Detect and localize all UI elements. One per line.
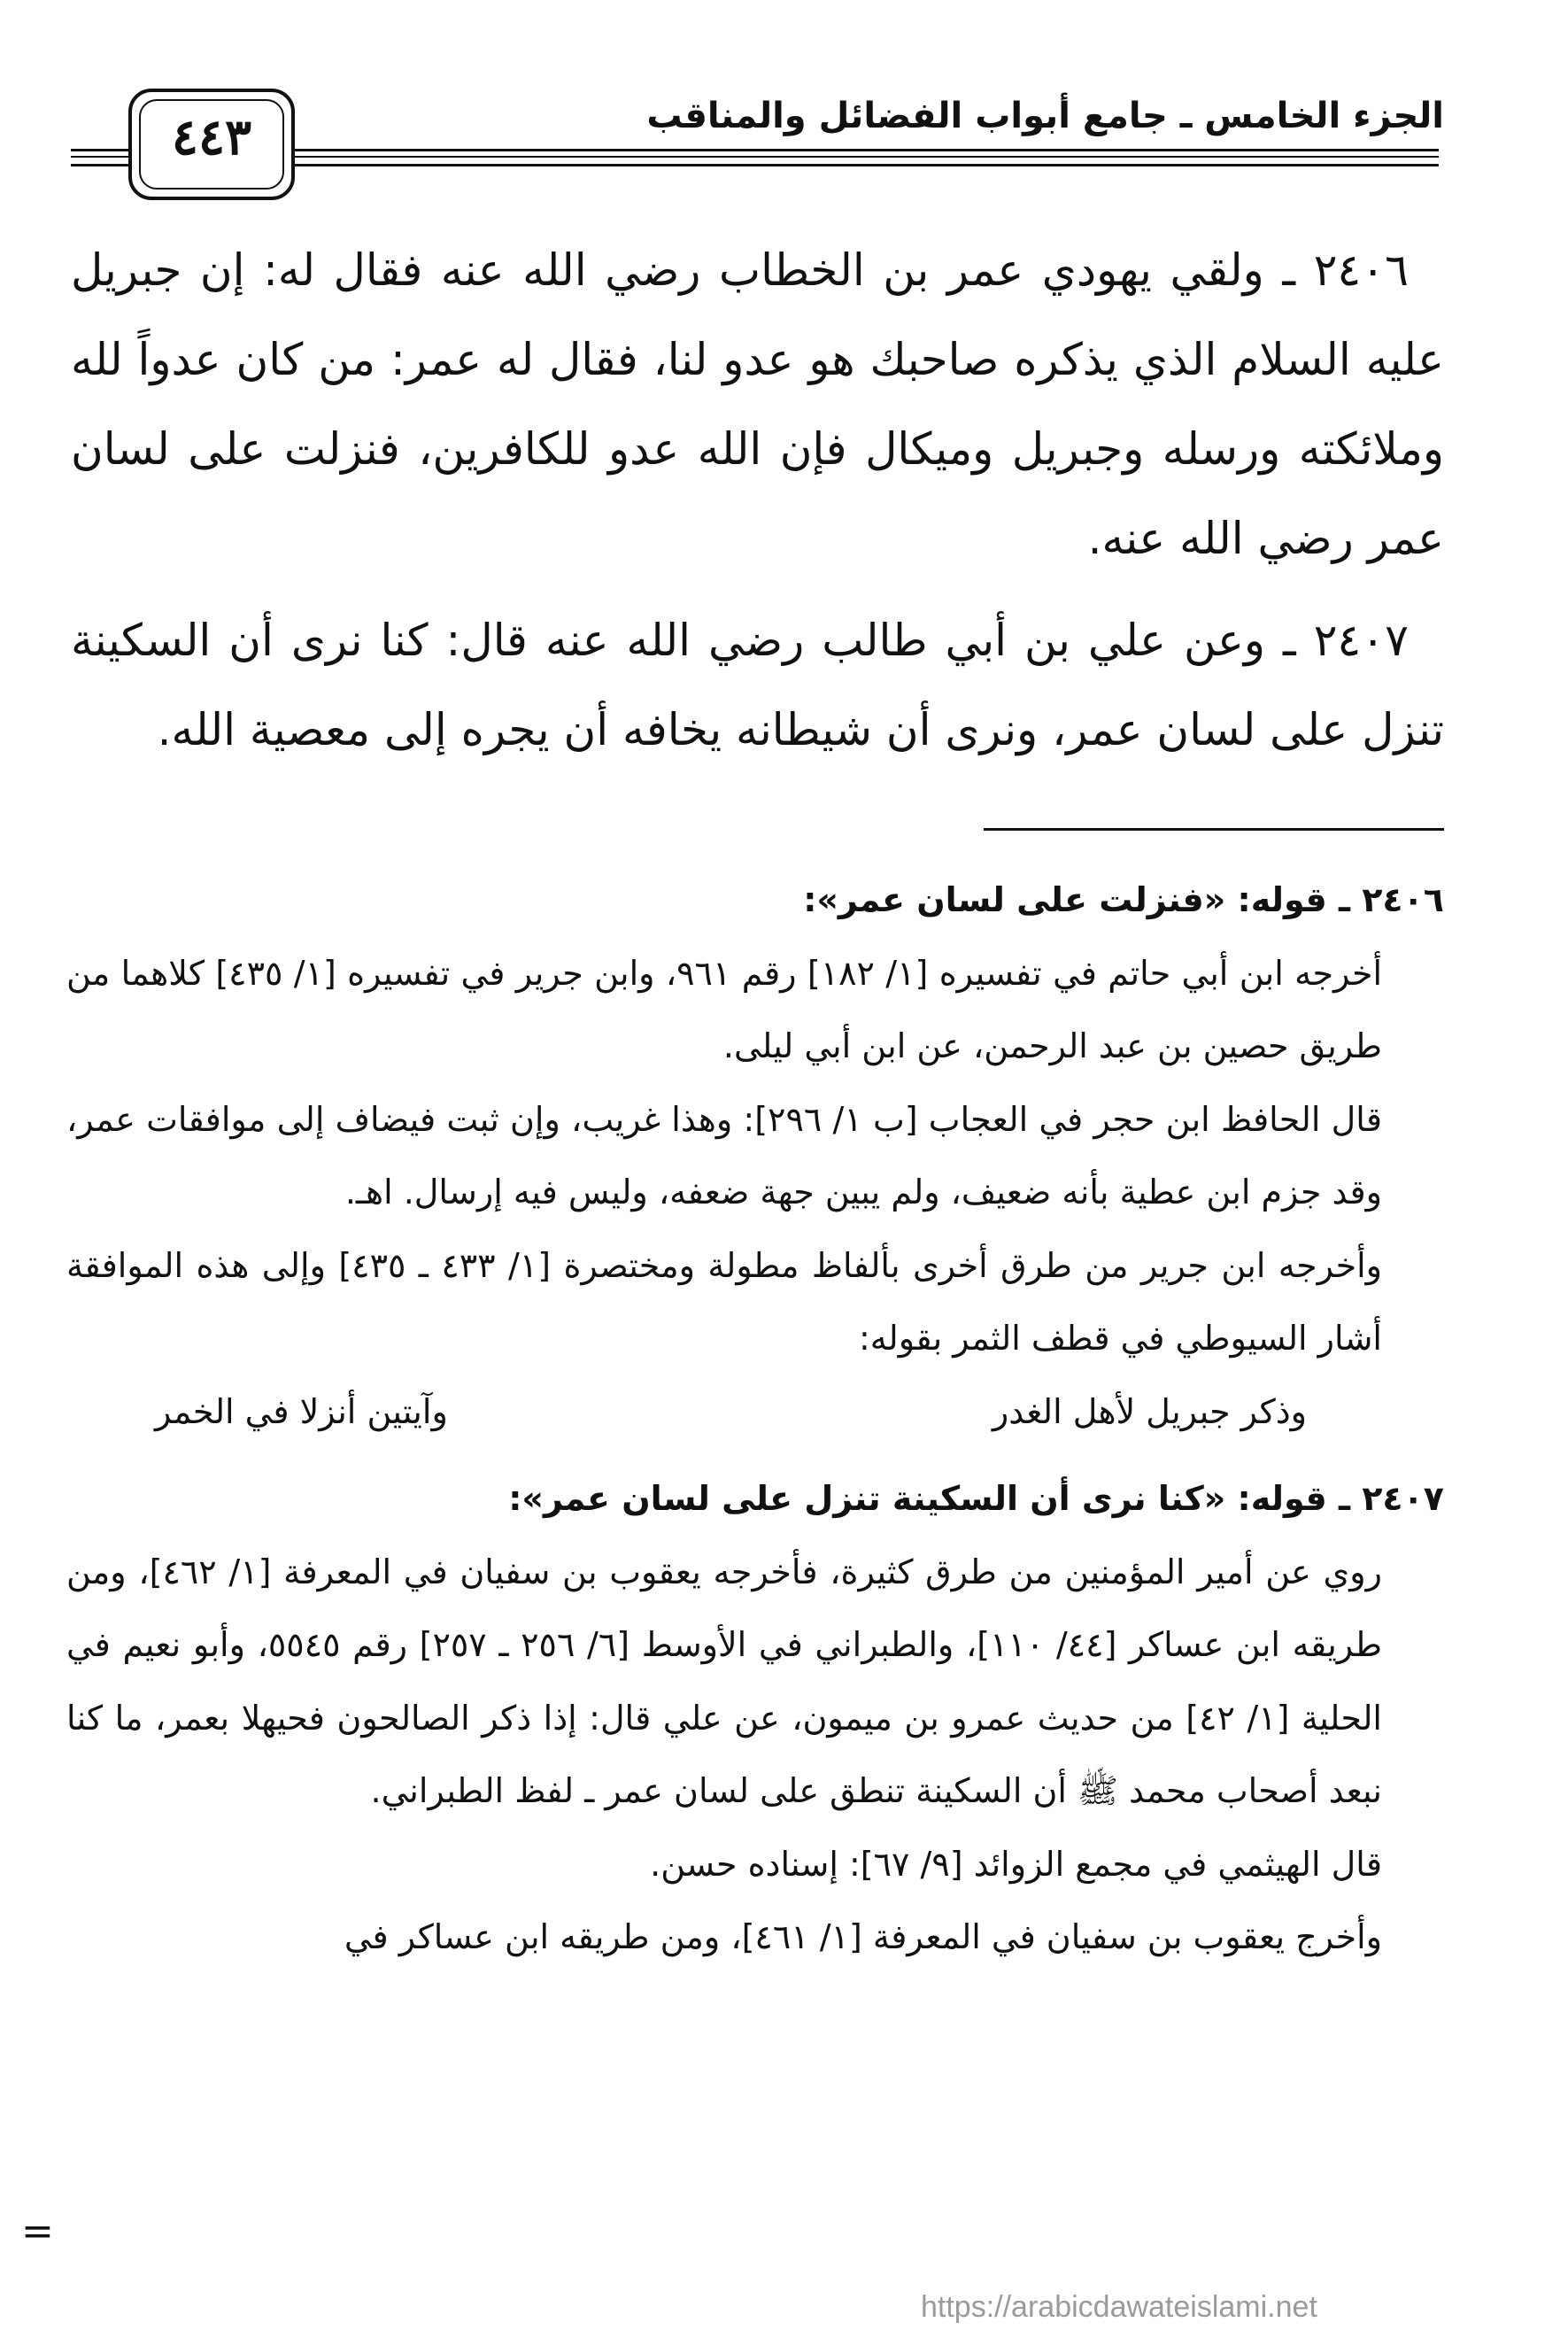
hadith-2406: ٢٤٠٦ ـ ولقي يهودي عمر بن الخطاب رضي الله عنه فقال له: إن جبريل عليه السلام الذي يذكره صاحبك هو عدو لنا، فقال له عمر: من كان عدواً لله وملائكته ورسله وجبريل وميكال فإن الله عدو للكافرين، فنزلت على لسان عمر رضي الله عنه. [71,244,1444,564]
page-number-frame [128,89,295,200]
note-spacer [66,1448,1444,1462]
note-2407-heading: ٢٤٠٧ ـ قوله: «كنا نرى أن السكينة تنزل على لسان عمر»: [508,1479,1444,1518]
note-2407-paragraph: وأخرج يعقوب بن سفيان في المعرفة [١/ ٤٦١]، ومن طريقه ابن عساكر في [344,1917,1382,1956]
note-2406-paragraph: أخرجه ابن أبي حاتم في تفسيره [١/ ١٨٢] رقم ٩٦١، وابن جرير في تفسيره [١/ ٤٣٥] كلاهما من طريق حصين بن عبد الرحمن، عن ابن أبي ليلى. [66,953,1383,1065]
poem-verse [66,1375,1444,1449]
note-2406-paragraph: قال الحافظ ابن حجر في العجاب [ب ١/ ٢٩٦]: وهذا غريب، وإن ثبت فيضاف إلى موافقات عمر، وقد جزم ابن عطية بأنه ضعيف، ولم يبين جهة ضعفه، وليس فيه إرسال. اهـ. [66,1099,1382,1212]
footnote-separator [984,828,1444,831]
poem-first-hemistich: وذكر جبريل لأهل الغدر [992,1391,1307,1431]
watermark-url: https://arabicdawateislami.net [921,2290,1317,2324]
footnotes [66,863,1444,1974]
note-2407-paragraph: قال الهيثمي في مجمع الزوائد [٩/ ٦٧]: إسناده حسن. [650,1844,1382,1884]
note-2406-paragraph: وأخرجه ابن جرير من طرق أخرى بألفاظ مطولة ومختصرة [١/ ٤٣٣ ـ ٤٣٥] وإلى هذه الموافقة أشار السيوطي في قطف الثمر بقوله: [66,1245,1383,1358]
continuation-mark: = [21,2209,54,2254]
page-number: ٤٤٣ [171,108,252,166]
note-2406-heading: ٢٤٠٦ ـ قوله: «فنزلت على لسان عمر»: [803,880,1444,919]
main-text [71,226,1444,775]
hadith-2407: ٢٤٠٧ ـ وعن علي بن أبي طالب رضي الله عنه قال: كنا نرى أن السكينة تنزل على لسان عمر، ونرى أن شيطانه يخافه أن يجره إلى معصية الله. [71,615,1444,755]
note-2407-paragraph: روي عن أمير المؤمنين من طرق كثيرة، فأخرجه يعقوب بن سفيان في المعرفة [١/ ٤٦٢]، ومن طريقه ابن عساكر [٤٤/ ١١٠]، والطبراني في الأوسط [٦/ ٢٥٦ ـ ٢٥٧] رقم ٥٥٤٥، وأبو نعيم في الحلية [١/ ٤٢] من حديث عمرو بن ميمون، عن علي قال: إذا ذكر الصالحون فحيهلا بعمر، ما كنا نبعد أصحاب محمد ﷺ أن السكينة تنطق على لسان عمر ـ لفظ الطبراني. [66,1552,1383,1810]
running-header-title: الجزء الخامس ـ جامع أبواب الفضائل والمناقب [646,96,1444,136]
poem-second-hemistich: وآيتين أنزلا في الخمر [155,1391,448,1431]
